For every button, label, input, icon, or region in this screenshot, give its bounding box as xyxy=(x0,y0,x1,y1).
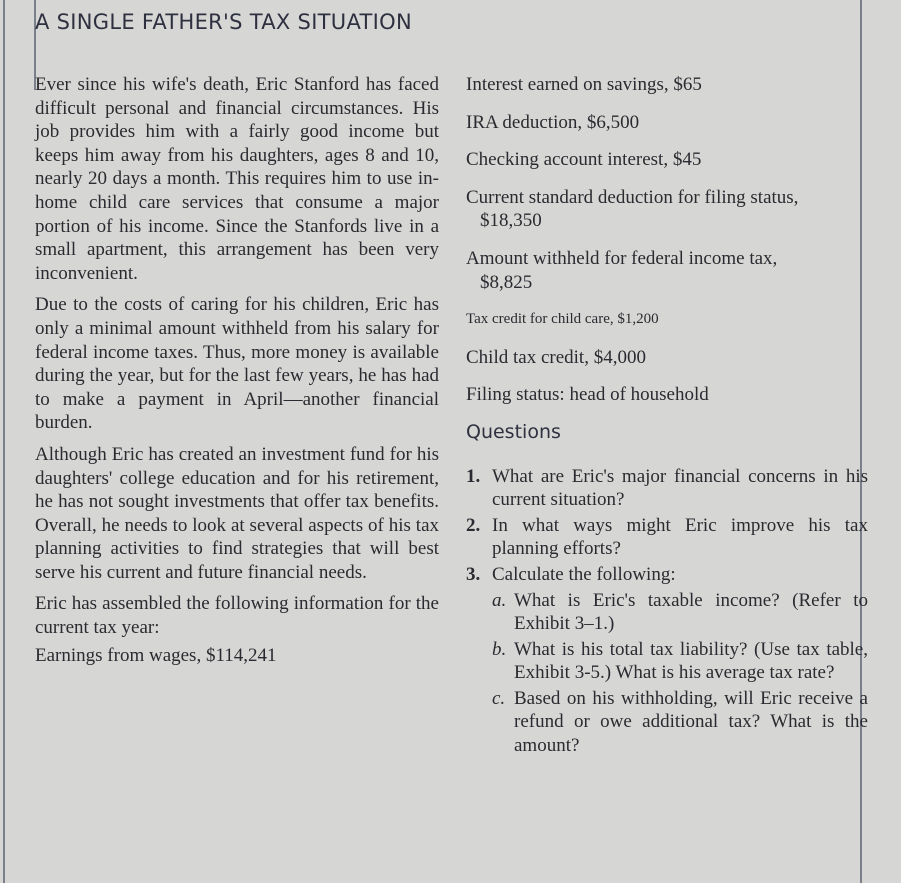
case-narrative xyxy=(35,73,439,675)
subquestion: a. What is Eric's taxable income? (Refer to Exhibit 3–1.) xyxy=(492,589,868,635)
paragraph: Due to the costs of caring for his children, Eric has only a minimal amount withheld from his salary for federal income taxes. Thus, more money is available during the year, but for the last few years, he has had to make a payment in April—another financial burden. xyxy=(35,294,439,434)
paragraph: Ever since his wife's death, Eric Stanford has faced difficult personal and financial circumstances. His job provides him with a fairly good income but keeps him away from his daughters, ages 8 and 10, nearly 20 days a month. This requires him to use in-home child care services that consume a major portion of his income. Since the Stanfords live in a small apartment, this arrangement has been very inconvenient. xyxy=(35,74,439,284)
info-item: Amount withheld for federal income tax, $8,825 xyxy=(466,247,778,293)
info-item: Child tax credit, $4,000 xyxy=(466,346,646,368)
paragraph: Eric has assembled the following information for the current tax year: xyxy=(35,593,439,639)
questions-list xyxy=(466,465,868,758)
page-title: A SINGLE FATHER'S TAX SITUATION xyxy=(35,10,412,34)
tax-info-column xyxy=(466,73,868,760)
question: 2. In what ways might Eric improve his tax planning efforts? xyxy=(466,514,868,560)
questions-heading: Questions xyxy=(466,420,561,443)
question: 1. What are Eric's major financial concerns in his current situation? xyxy=(466,465,868,511)
question: 3. Calculate the following: xyxy=(466,563,676,585)
info-item: Current standard deduction for filing status, $18,350 xyxy=(466,186,799,232)
info-item: Checking account interest, $45 xyxy=(466,149,702,171)
info-item: Filing status: head of household xyxy=(466,384,709,406)
page-edge-line xyxy=(3,0,5,883)
info-item-wages: Earnings from wages, $114,241 xyxy=(35,644,277,666)
subquestion: c. Based on his withholding, will Eric receive a refund or owe additional tax? What is the amount? xyxy=(492,687,868,757)
info-item: Interest earned on savings, $65 xyxy=(466,74,702,95)
info-item: IRA deduction, $6,500 xyxy=(466,111,640,133)
subquestion: b. What is his total tax liability? (Use tax table, Exhibit 3-5.) What is his average tax rate? xyxy=(492,638,868,684)
info-item: Tax credit for child care, $1,200 xyxy=(466,311,659,328)
paragraph: Although Eric has created an investment fund for his daughters' college education and for his retirement, he has not sought investments that offer tax benefits. Overall, he needs to look at several aspects of his tax planning activities to find strategies that will best serve his current and future financial needs. xyxy=(35,443,439,583)
